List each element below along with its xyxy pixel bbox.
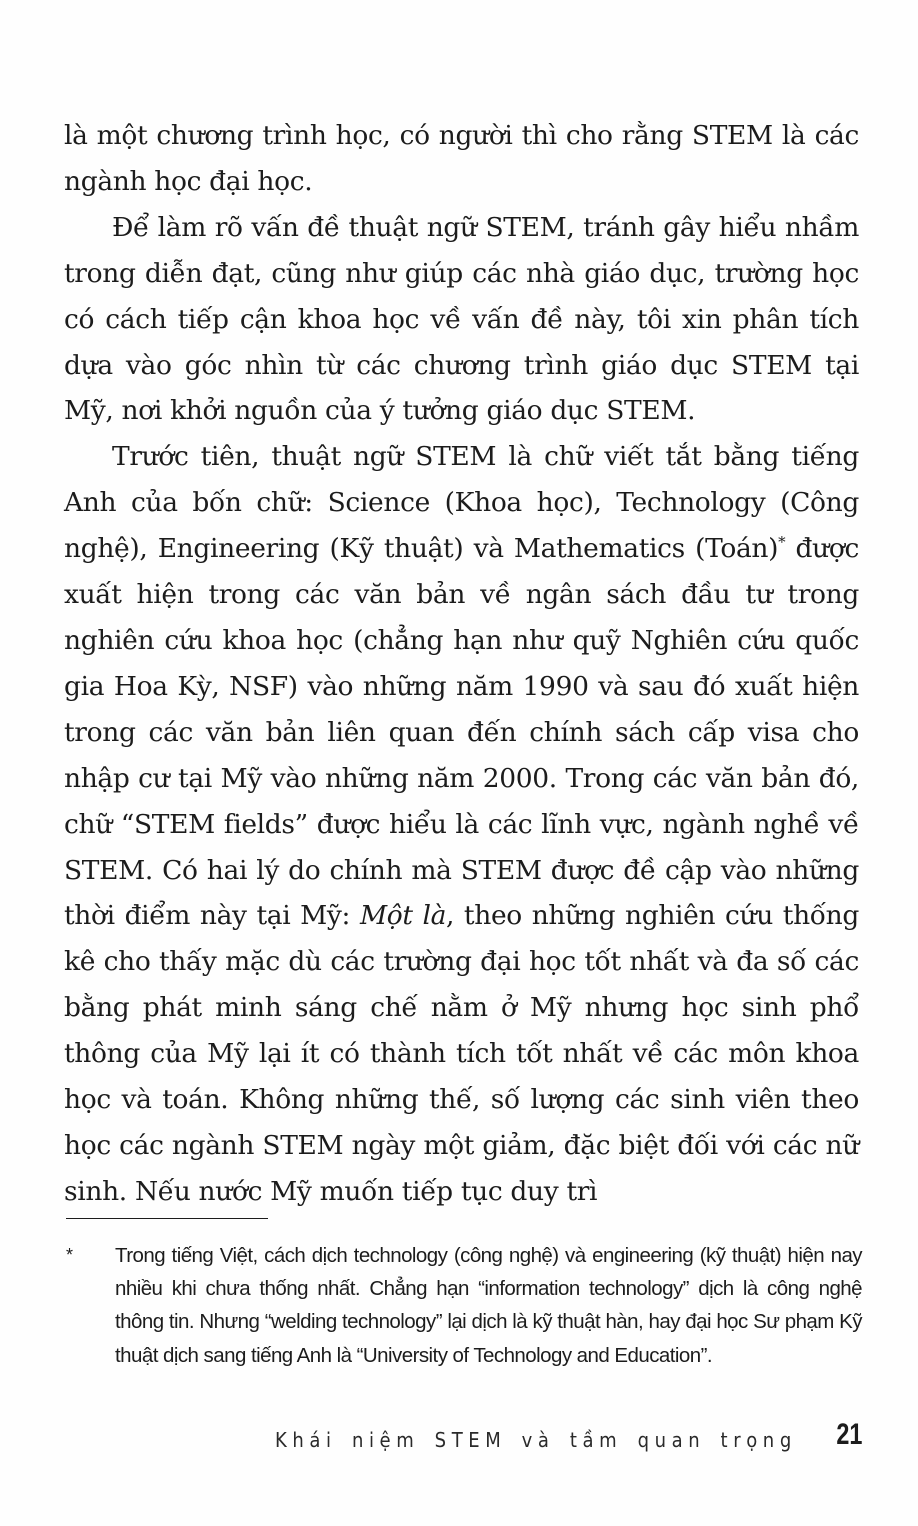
footnote-marker: * xyxy=(66,1245,73,1265)
paragraph-3-part-c: , theo những nghiên cứu thống kê cho thấy mặc dù các trường đại học tốt nhất và đa số các bằng phát minh sáng chế nằm ở Mỹ nhưng học sinh phổ thông của Mỹ lại ít có thành tích tốt nhất về các môn khoa học và toán. Không những thế, số lượng các sinh viên theo học các ngành STEM ngày một giảm, đặc biệt đối với các nữ sinh. Nếu nước Mỹ muốn tiếp tục duy trì xyxy=(64,900,859,1207)
footnote xyxy=(66,1239,862,1372)
paragraph-3-italic: Một là xyxy=(359,900,447,932)
running-head: Khái niệm STEM và tầm quan trọng xyxy=(275,1428,797,1452)
main-text xyxy=(64,113,859,1215)
paragraph-3 xyxy=(64,434,859,1214)
footnote-reference: * xyxy=(778,533,786,552)
footnote-text: Trong tiếng Việt, cách dịch technology (công nghệ) và engineering (kỹ thuật) hiện nay nhiều khi chưa thống nhất. Chẳng hạn “information technology” dịch là công nghệ thông tin. Nhưng “welding technology” lại dịch là kỹ thuật hàn, hay đại học Sư phạm Kỹ thuật dịch sang tiếng Anh là “University of Technology and Education”. xyxy=(115,1244,862,1367)
paragraph-3-part-a: Trước tiên, thuật ngữ STEM là chữ viết tắt bằng tiếng Anh của bốn chữ: Science (Khoa học), Technology (Công nghệ), Engineering (Kỹ thuật) và Mathematics (Toán) xyxy=(64,441,859,565)
footnote-divider xyxy=(66,1218,268,1219)
page-number: 21 xyxy=(835,1418,862,1451)
paragraph-2: Để làm rõ vấn đề thuật ngữ STEM, tránh gây hiểu nhầm trong diễn đạt, cũng như giúp các nhà giáo dục, trường học có cách tiếp cận khoa học về vấn đề này, tôi xin phân tích dựa vào góc nhìn từ các chương trình giáo dục STEM tại Mỹ, nơi khởi nguồn của ý tưởng giáo dục STEM. xyxy=(64,211,859,427)
paragraph-1: là một chương trình học, có người thì cho rằng STEM là các ngành học đại học. xyxy=(64,120,859,197)
paragraph-3-part-b: được xuất hiện trong các văn bản về ngân sách đầu tư trong nghiên cứu khoa học (chẳng hạn như quỹ Nghiên cứu quốc gia Hoa Kỳ, NSF) vào những năm 1990 và sau đó xuất hiện trong các văn bản liên quan đến chính sách cấp visa cho nhập cư tại Mỹ vào những năm 2000. Trong các văn bản đó, chữ “STEM fields” được hiểu là các lĩnh vực, ngành nghề về STEM. Có hai lý do chính mà STEM được đề cập vào những thời điểm này tại Mỹ: xyxy=(64,533,859,932)
